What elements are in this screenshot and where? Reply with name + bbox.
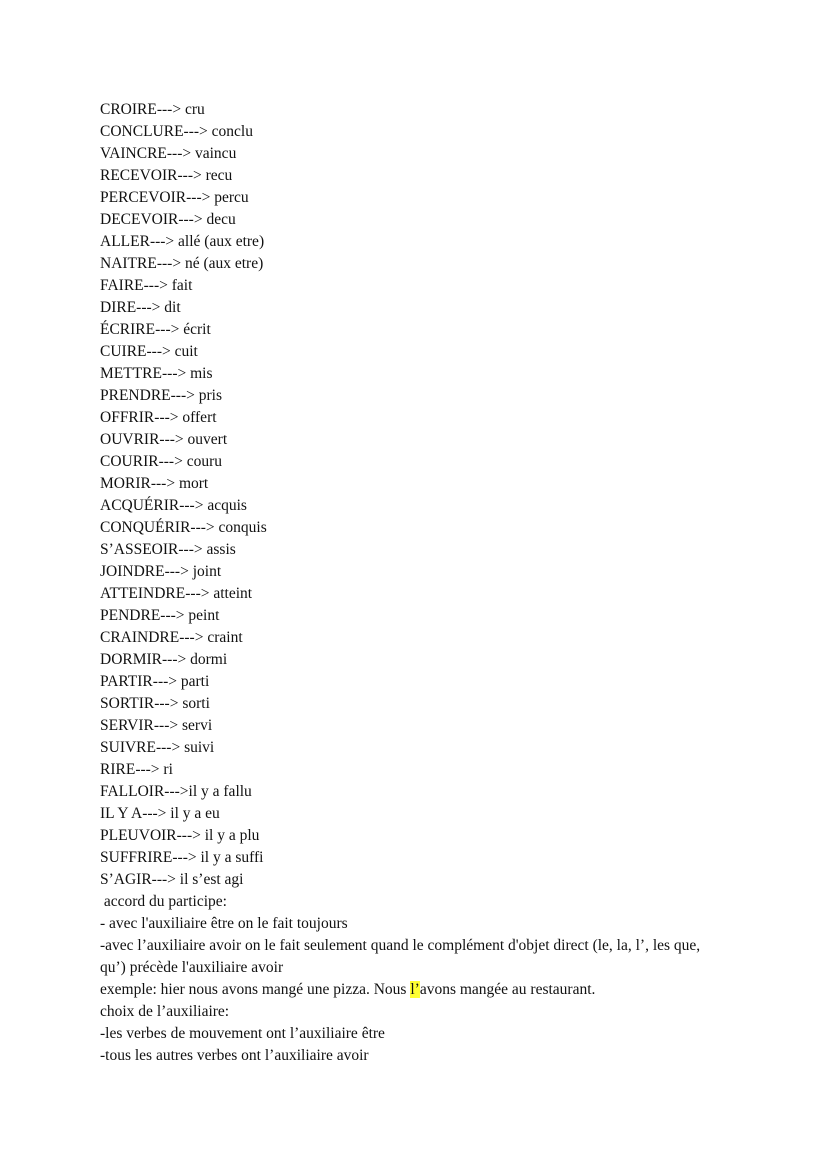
verb-line	[100, 781, 728, 803]
verb-line	[100, 803, 728, 825]
verb-line	[100, 341, 728, 363]
verb-participle: il y a eu	[170, 805, 220, 822]
highlighted-pronoun: l’	[410, 981, 420, 998]
verb-line	[100, 407, 728, 429]
verb-participle: sorti	[182, 695, 210, 712]
verb-participle: conquis	[218, 519, 267, 536]
accord-heading: accord du participe:	[100, 893, 227, 910]
verb-line	[100, 869, 728, 891]
arrow: --->	[150, 475, 176, 492]
verb-infinitive: SUIVRE	[100, 739, 156, 756]
verb-line	[100, 627, 728, 649]
arrow: --->	[178, 211, 203, 228]
verb-infinitive: MORIR	[100, 475, 151, 492]
arrow: --->	[164, 783, 189, 800]
verb-infinitive: RIRE	[100, 761, 136, 778]
verb-participle: dormi	[190, 651, 228, 668]
verb-infinitive: COURIR	[100, 453, 159, 470]
verb-participle: offert	[182, 409, 217, 426]
verb-infinitive: SUFFRIRE	[100, 849, 173, 866]
arrow: --->	[177, 167, 202, 184]
verb-infinitive: PARTIR	[100, 673, 153, 690]
arrow: --->	[152, 673, 178, 690]
arrow: --->	[186, 189, 211, 206]
arrow: --->	[160, 607, 185, 624]
verb-infinitive: PERCEVOIR	[100, 189, 187, 206]
verb-list	[100, 99, 728, 891]
verb-participle: atteint	[213, 585, 253, 602]
verb-participle: peint	[188, 607, 220, 624]
verb-participle: fait	[171, 277, 193, 294]
verb-infinitive: CONQUÉRIR	[100, 519, 191, 536]
choice-movement-rule: -les verbes de mouvement ont l’auxiliaire être	[100, 1025, 385, 1042]
verb-participle: il y a suffi	[200, 849, 264, 866]
verb-line	[100, 297, 728, 319]
verb-line	[100, 253, 728, 275]
verb-infinitive: OFFRIR	[100, 409, 155, 426]
verb-infinitive: PLEUVOIR	[100, 827, 177, 844]
arrow: --->	[158, 453, 183, 470]
example-before: exemple: hier nous avons mangé une pizza. Nous	[100, 981, 411, 998]
verb-line	[100, 715, 728, 737]
verb-participle: recu	[205, 167, 233, 184]
verb-line	[100, 143, 728, 165]
verb-infinitive: RECEVOIR	[100, 167, 178, 184]
verb-infinitive: NAITRE	[100, 255, 157, 272]
verb-line	[100, 319, 728, 341]
verb-infinitive: CONCLURE	[100, 123, 184, 140]
arrow: --->	[162, 651, 187, 668]
verb-line	[100, 649, 728, 671]
arrow: --->	[178, 541, 203, 558]
arrow: --->	[153, 717, 179, 734]
verb-infinitive: SORTIR	[100, 695, 155, 712]
arrow: --->	[156, 101, 182, 118]
verb-line	[100, 473, 728, 495]
verb-line	[100, 517, 728, 539]
verb-infinitive: ÉCRIRE	[100, 321, 156, 338]
arrow: --->	[164, 563, 189, 580]
verb-line	[100, 759, 728, 781]
accord-etre-rule: - avec l'auxiliaire être on le fait toujours	[100, 915, 348, 932]
arrow: --->	[176, 827, 201, 844]
verb-participle: mis	[190, 365, 213, 382]
verb-infinitive: S’ASSEOIR	[100, 541, 179, 558]
verb-line	[100, 275, 728, 297]
example-sentence	[100, 979, 728, 1001]
verb-participle: pris	[198, 387, 222, 404]
verb-line	[100, 583, 728, 605]
verb-line	[100, 187, 728, 209]
verb-participle: suivi	[184, 739, 215, 756]
verb-infinitive: METTRE	[100, 365, 162, 382]
verb-infinitive: CUIRE	[100, 343, 147, 360]
verb-infinitive: IL Y A	[100, 805, 143, 822]
verb-infinitive: CRAINDRE	[100, 629, 180, 646]
verb-line	[100, 165, 728, 187]
verb-infinitive: PRENDRE	[100, 387, 171, 404]
verb-participle: mort	[178, 475, 209, 492]
choice-others-rule: -tous les autres verbes ont l’auxiliaire avoir	[100, 1047, 369, 1064]
arrow: --->	[190, 519, 215, 536]
verb-line	[100, 693, 728, 715]
verb-participle: vaincu	[195, 145, 237, 162]
arrow: --->	[179, 497, 204, 514]
arrow: --->	[143, 277, 168, 294]
verb-infinitive: S’AGIR	[100, 871, 152, 888]
verb-infinitive: PENDRE	[100, 607, 161, 624]
verb-participle: acquis	[207, 497, 247, 514]
verb-participle: cru	[184, 101, 205, 118]
accord-avoir-rule: -avec l’auxiliaire avoir on le fait seulement quand le complément d'objet direct (le, la, l’, les que, qu’) précède l'auxiliaire avoir	[100, 937, 701, 976]
verb-line	[100, 209, 728, 231]
arrow: --->	[162, 365, 187, 382]
arrow: --->	[170, 387, 195, 404]
verb-infinitive: ATTEINDRE	[100, 585, 186, 602]
verb-participle: il s’est agi	[179, 871, 244, 888]
verb-line	[100, 561, 728, 583]
verb-infinitive: CROIRE	[100, 101, 157, 118]
arrow: --->	[155, 739, 181, 756]
verb-line	[100, 495, 728, 517]
verb-participle: ri	[163, 761, 173, 778]
verb-line	[100, 539, 728, 561]
arrow: --->	[166, 145, 192, 162]
verb-participle: assis	[206, 541, 236, 558]
verb-infinitive: VAINCRE	[100, 145, 167, 162]
arrow: --->	[149, 233, 175, 250]
verb-participle: cuit	[174, 343, 198, 360]
verb-infinitive: OUVRIR	[100, 431, 160, 448]
verb-line	[100, 671, 728, 693]
verb-participle: né (aux etre)	[184, 255, 264, 272]
verb-participle: conclu	[211, 123, 253, 140]
verb-line	[100, 451, 728, 473]
verb-infinitive: ALLER	[100, 233, 150, 250]
arrow: --->	[151, 871, 176, 888]
verb-line	[100, 363, 728, 385]
verb-participle: percu	[214, 189, 249, 206]
verb-infinitive: ACQUÉRIR	[100, 497, 180, 514]
arrow: --->	[154, 695, 179, 712]
arrow: --->	[142, 805, 167, 822]
arrow: --->	[185, 585, 210, 602]
arrow: --->	[146, 343, 171, 360]
verb-line	[100, 231, 728, 253]
verb-line	[100, 429, 728, 451]
document-content	[100, 99, 728, 1067]
verb-line	[100, 121, 728, 143]
arrow: --->	[159, 431, 184, 448]
verb-participle: craint	[207, 629, 243, 646]
verb-participle: dit	[164, 299, 181, 316]
arrow: --->	[155, 321, 180, 338]
verb-infinitive: FAIRE	[100, 277, 144, 294]
arrow: --->	[172, 849, 197, 866]
verb-infinitive: DECEVOIR	[100, 211, 179, 228]
arrow: --->	[136, 299, 161, 316]
verb-line	[100, 847, 728, 869]
verb-participle: decu	[206, 211, 236, 228]
verb-infinitive: DORMIR	[100, 651, 163, 668]
verb-line	[100, 99, 728, 121]
verb-infinitive: SERVIR	[100, 717, 154, 734]
verb-participle: couru	[186, 453, 222, 470]
verb-infinitive: JOINDRE	[100, 563, 165, 580]
verb-participle: écrit	[183, 321, 211, 338]
verb-participle: il y a plu	[204, 827, 260, 844]
verb-participle: ouvert	[187, 431, 228, 448]
verb-line	[100, 605, 728, 627]
arrow: --->	[135, 761, 160, 778]
verb-line	[100, 737, 728, 759]
arrow: --->	[156, 255, 182, 272]
verb-participle: allé (aux etre)	[178, 233, 265, 250]
verb-participle: parti	[180, 673, 210, 690]
choice-heading: choix de l’auxiliaire:	[100, 1003, 230, 1020]
verb-line	[100, 825, 728, 847]
verb-line	[100, 385, 728, 407]
arrow: --->	[183, 123, 208, 140]
example-after: avons mangée au restaurant.	[419, 981, 596, 998]
arrow: --->	[154, 409, 179, 426]
verb-participle: joint	[192, 563, 222, 580]
verb-participle: servi	[182, 717, 213, 734]
verb-infinitive: FALLOIR	[100, 783, 165, 800]
verb-participle: il y a fallu	[188, 783, 252, 800]
verb-infinitive: DIRE	[100, 299, 137, 316]
arrow: --->	[179, 629, 204, 646]
